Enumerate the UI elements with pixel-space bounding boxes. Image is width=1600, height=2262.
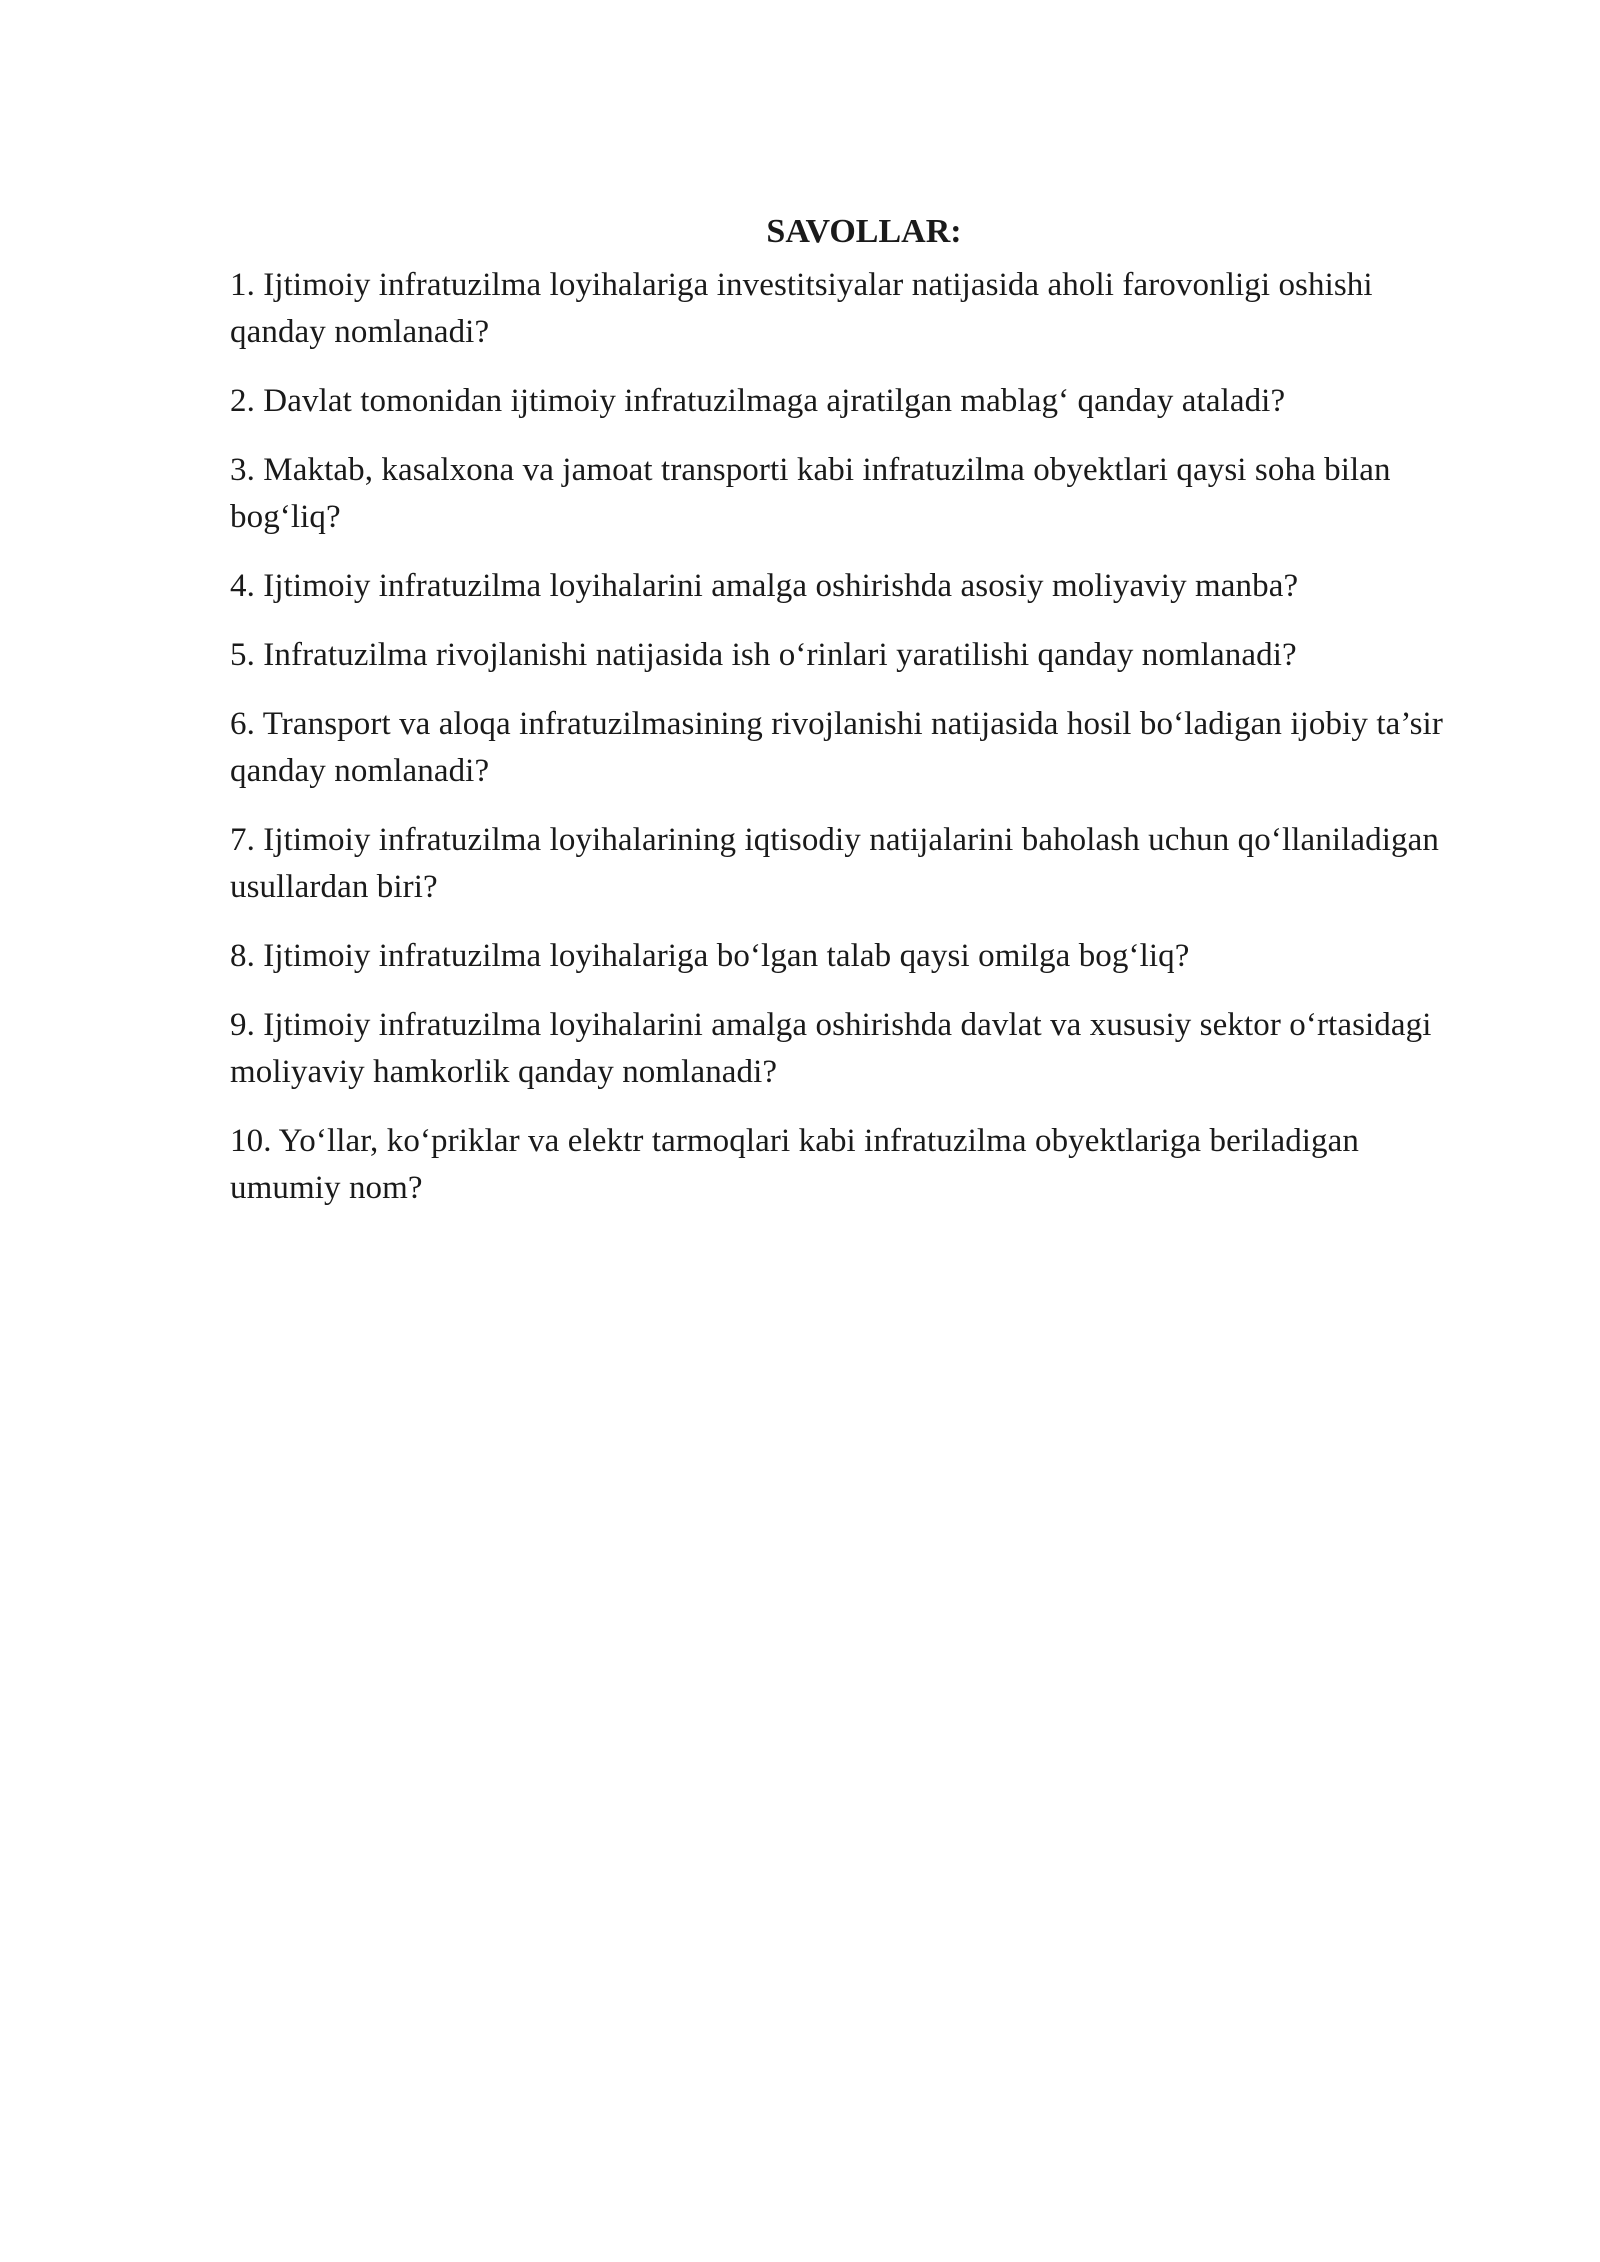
question-item: 7. Ijtimoiy infratuzilma loyihalarining iqtisodiy natijalarini baholash uchun qo‘llaniladigan usullardan biri? (230, 822, 1439, 905)
question-item: 2. Davlat tomonidan ijtimoiy infratuzilmaga ajratilgan mablag‘ qanday ataladi? (230, 383, 1286, 419)
question-item: 9. Ijtimoiy infratuzilma loyihalarini amalga oshirishda davlat va xususiy sektor o‘rtasidagi moliyaviy hamkorlik qanday nomlanadi? (230, 1007, 1432, 1090)
question-item: 5. Infratuzilma rivojlanishi natijasida ish o‘rinlari yaratilishi qanday nomlanadi? (230, 637, 1297, 673)
question-list (230, 262, 1470, 1212)
question-item: 6. Transport va aloqa infratuzilmasining rivojlanishi natijasida hosil bo‘ladigan ijobiy ta’sir qanday nomlanadi? (230, 706, 1443, 789)
question-item: 4. Ijtimoiy infratuzilma loyihalarini amalga oshirishda asosiy moliyaviy manba? (230, 568, 1299, 604)
question-item: 3. Maktab, kasalxona va jamoat transporti kabi infratuzilma obyektlari qaysi soha bilan bog‘liq? (230, 452, 1391, 535)
question-item: 8. Ijtimoiy infratuzilma loyihalariga bo‘lgan talab qaysi omilga bog‘liq? (230, 938, 1190, 974)
question-item: 10. Yo‘llar, ko‘priklar va elektr tarmoqlari kabi infratuzilma obyektlariga beriladigan umumiy nom? (230, 1123, 1360, 1206)
question-item: 1. Ijtimoiy infratuzilma loyihalariga investitsiyalar natijasida aholi farovonligi oshishi qanday nomlanadi? (230, 267, 1373, 350)
page-title: SAVOLLAR: (766, 213, 962, 250)
document-content (230, 210, 1470, 1234)
